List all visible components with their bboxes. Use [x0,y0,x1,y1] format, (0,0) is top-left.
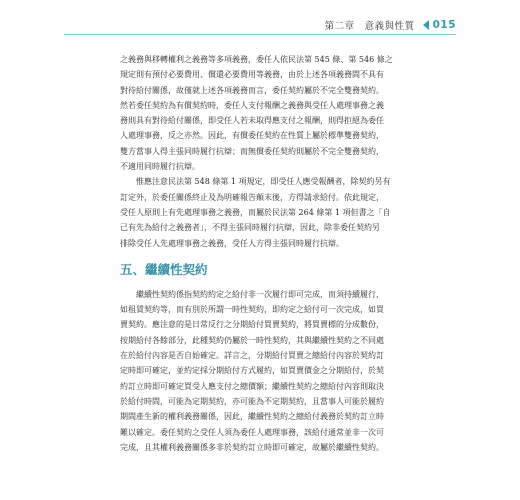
text-line: 排除受任人先處理事務之義務，受任人方得主張同時履行抗辯。 [120,238,344,248]
paragraph-1 [120,52,410,174]
chapter-title: 第二章 意義與性質 [324,21,415,32]
text-line: 之義務與移轉權利之義務等多項義務，委任人依民法第 545 條、第 546 條之 [120,55,393,64]
text-line: 於給付時間，可能為定期契約，亦可能為不定期契約，且當事人可能於履約 [120,396,384,406]
text-line: 對待給付關係，故僅就上述各項義務而言，委任契約屬於不完全雙務契約。 [120,85,384,95]
text-line: 在於給付內容是否自始確定。詳言之，分期給付買賣之總給付內容於契約訂 [120,351,384,361]
text-line: 雙方當事人得主張同時履行抗辯；而無償委任契約則屬於不完全雙務契約， [120,146,384,156]
header-marker-icon [423,20,429,30]
header-divider [64,34,456,35]
text-line: 期間產生新的權利義務關係，因此，繼續性契約之總給付義務於契約訂立時 [120,412,384,422]
page-number: 015 [432,19,456,31]
text-line: 務則具有對待給付關係，即受任人若未取得應支付之報酬，則得拒絕為委任 [120,116,384,126]
text-line: 受任人原則上有先處理事務之義務，而屬於民法第 264 條第 1 項但書之「自 [120,207,391,217]
text-line: 如租賃契約等，而有別於所謂一時性契約，即約定之給付可一次完成，如買 [120,305,384,315]
text-line: 按期給付各餘部分，此種契約仍屬於一時性契約，其與繼續性契約之不同處 [120,335,384,345]
text-line: 惟應注意民法第 548 條第 1 項規定，即受任人應受報酬者，除契約另有 [136,177,391,187]
page-body [120,52,410,455]
text-line: 難以確定。委任契約之受任人須為委任人處理事務，該給付通常並非一次可 [120,427,384,437]
text-line: 人處理事務，反之亦然。因此，有償委任契約在性質上屬於標準雙務契約， [120,131,384,141]
section-heading: 五、繼續性契約 [120,261,208,277]
page-header [325,18,456,32]
paragraph-2 [120,174,410,250]
text-line: 約訂立時即可確定買受人應支付之總價額；繼續性契約之總給付內容則取決 [120,381,384,391]
paragraph-3 [120,287,410,455]
text-line: 完成，且其權利義務關係多非於契約訂立時即可確定，故屬於繼續性契約。 [120,442,384,452]
text-line: 然若委任契約為有償契約時，委任人支付報酬之義務與受任人處理事務之義 [120,100,384,110]
text-line: 規定則有預付必要費用、償還必要費用等義務，由於上述各項義務間不具有 [120,70,384,80]
text-line: 定時即可確定，並約定採分期給付方式履約，如買賣價金之分期給付，於契 [120,366,384,376]
text-line: 己有先為給付之義務者」，不得主張同時履行抗辯，因此，除非委任契約另 [120,223,380,233]
text-line: 訂定外，於委任關係終止及為明確報告顛末後，方得請求給付。依此規定， [120,192,384,202]
text-line: 不適用同時履行抗辯。 [120,162,200,172]
text-line: 繼續性契約係指契約約定之給付非一次履行即可完成，而須持續履行， [136,289,384,299]
text-line: 賣契約。應注意的是日常反行之分期給付買賣契約，將買賣標的分成數份， [120,320,384,330]
